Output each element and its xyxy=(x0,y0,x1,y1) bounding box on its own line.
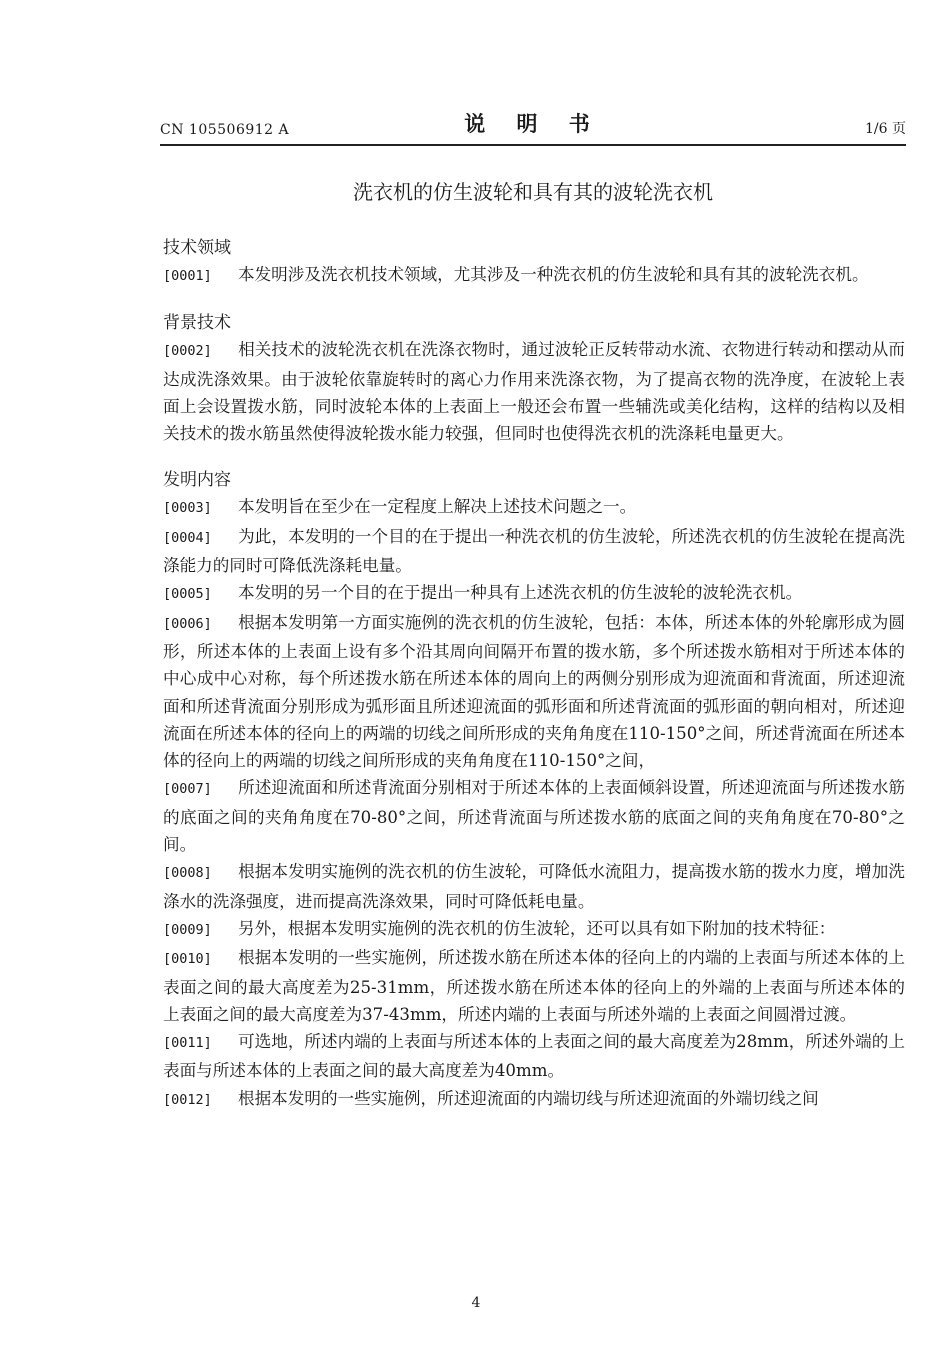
section-spacer xyxy=(163,447,905,468)
page-header xyxy=(160,112,906,146)
paragraph-text: 所述迎流面和所述背流面分别相对于所述本体的上表面倾斜设置，所述迎流面与所述拨水筋的底面之间的夹角角度在70-80°之间，所述背流面与所述拨水筋的底面之间的夹角角度在70-80°之间。 xyxy=(163,778,905,855)
paragraph-text: 根据本发明第一方面实施例的洗衣机的仿生波轮，包括：本体，所述本体的外轮廓形成为圆形，所述本体的上表面上设有多个沿其周向间隔开布置的拨水筋，多个所述拨水筋相对于所述本体的中心成中心对称，每个所述拨水筋在所述本体的周向上的两侧分别形成为迎流面和背流面，所述迎流面和所述背流面分别形成为弧形面且所述迎流面的弧形面和所述背流面的弧形面的朝向相对，所述迎流面在所述本体的径向上的两端的切线之间所形成的夹角角度在110-150°之间，所述背流面在所述本体的径向上的两端的切线之间所形成的夹角角度在110-150°之间， xyxy=(163,612,905,771)
paragraph-text: 本发明旨在至少在一定程度上解决上述技术问题之一。 xyxy=(238,497,637,517)
document-type-title: 说 明 书 xyxy=(464,112,602,136)
patent-title: 洗衣机的仿生波轮和具有其的波轮洗衣机 xyxy=(353,180,713,204)
section-heading: 发明内容 xyxy=(163,470,231,491)
paragraph-number: [0006] xyxy=(163,615,212,632)
paragraph xyxy=(163,944,905,1028)
paragraph-text: 本发明的另一个目的在于提出一种具有上述洗衣机的仿生波轮的波轮洗衣机。 xyxy=(238,583,803,603)
paragraph xyxy=(163,858,905,915)
paragraph-text: 另外，根据本发明实施例的洗衣机的仿生波轮，还可以具有如下附加的技术特征： xyxy=(238,918,836,938)
paragraph-number: [0002] xyxy=(163,343,212,360)
paragraph-number: [0007] xyxy=(163,781,212,798)
section-spacer xyxy=(163,290,905,311)
paragraph xyxy=(163,523,905,580)
paragraph-text: 为此，本发明的一个目的在于提出一种洗衣机的仿生波轮，所述洗衣机的仿生波轮在提高洗涤能力的同时可降低洗涤耗电量。 xyxy=(163,526,905,576)
paragraph-number: [0001] xyxy=(163,268,212,284)
paragraph-text: 本发明涉及洗衣机技术领域，尤其涉及一种洗衣机的仿生波轮和具有其的波轮洗衣机。 xyxy=(238,265,869,284)
paragraph xyxy=(163,609,905,775)
document-body xyxy=(163,236,905,1114)
paragraph xyxy=(163,1085,905,1114)
paragraph-text: 相关技术的波轮洗衣机在洗涤衣物时，通过波轮正反转带动水流、衣物进行转动和摆动从而达成洗涤效果。由于波轮依靠旋转时的离心力作用来洗涤衣物，为了提高衣物的洗净度，在波轮上表面上会设置拨水筋，同时波轮本体的上表面上一般还会布置一些辅洗或美化结构，这样的结构以及相关技术的拨水筋虽然使得波轮拨水能力较强，但同时也使得洗衣机的洗涤耗电量更大。 xyxy=(163,340,905,444)
paragraph-number: [0009] xyxy=(163,921,212,938)
paragraph-number: [0008] xyxy=(163,865,212,882)
section-heading: 技术领域 xyxy=(163,238,231,258)
publication-number: CN 105506912 A xyxy=(160,122,290,138)
paragraph-text: 根据本发明实施例的洗衣机的仿生波轮，可降低水流阻力，提高拨水筋的拨水力度，增加洗涤水的洗涤强度，进而提高洗涤效果，同时可降低耗电量。 xyxy=(163,862,905,911)
paragraph-number: [0003] xyxy=(163,500,212,517)
paragraph-number: [0012] xyxy=(163,1091,212,1108)
paragraph xyxy=(163,915,905,944)
paragraph-number: [0010] xyxy=(163,951,212,968)
paragraph xyxy=(163,261,905,290)
paragraph-text: 可选地，所述内端的上表面与所述本体的上表面之间的最大高度差为28mm，所述外端的上表面与所述本体的上表面之间的最大高度差为40mm。 xyxy=(163,1032,905,1081)
paragraph xyxy=(163,493,905,522)
paragraph xyxy=(163,579,905,608)
paragraph xyxy=(163,1028,905,1085)
page-info: 1/6 页 xyxy=(865,121,906,137)
paragraph-number: [0005] xyxy=(163,586,212,603)
paragraph-text: 根据本发明的一些实施例，所述拨水筋在所述本体的径向上的内端的上表面与所述本体的上表面之间的最大高度差为25-31mm，所述拨水筋在所述本体的径向上的外端的上表面与所述本体的上表面之间的最大高度差为37-43mm，所述内端的上表面与所述外端的上表面之间圆滑过渡。 xyxy=(163,948,905,1024)
paragraph xyxy=(163,336,905,447)
page-number: 4 xyxy=(471,1295,481,1311)
paragraph-number: [0011] xyxy=(163,1035,212,1052)
paragraph-text: 根据本发明的一些实施例，所述迎流面的内端切线与所述迎流面的外端切线之间 xyxy=(238,1088,819,1108)
paragraph-number: [0004] xyxy=(163,529,212,546)
paragraph xyxy=(163,774,905,858)
section-heading: 背景技术 xyxy=(163,313,231,334)
